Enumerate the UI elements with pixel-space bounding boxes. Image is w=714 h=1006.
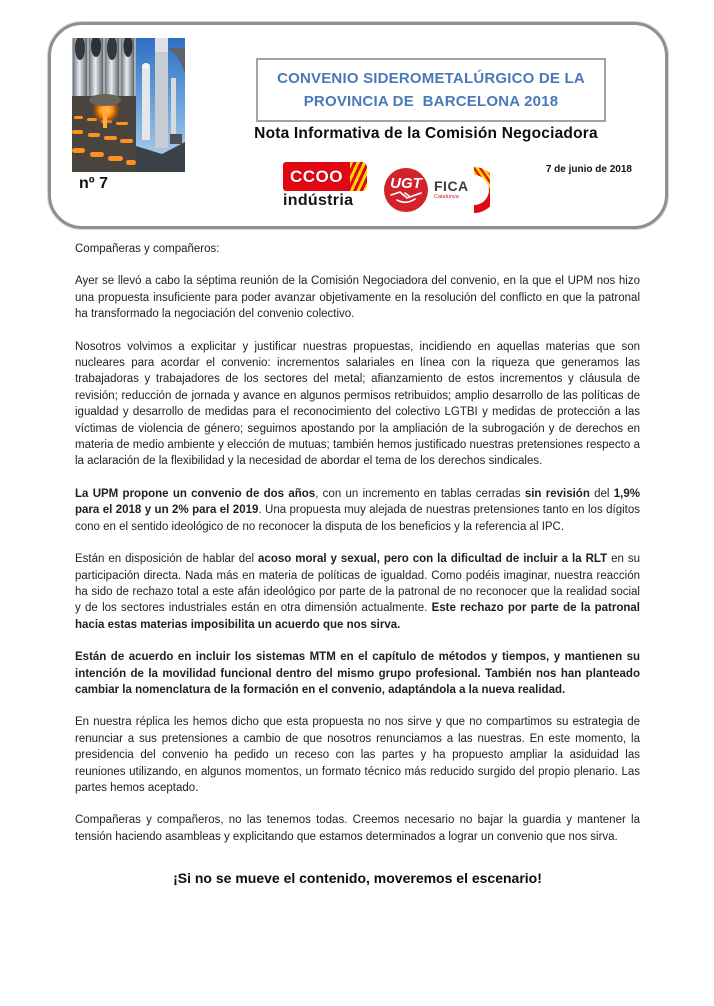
ccoo-industria-logo <box>283 162 375 210</box>
issue-number: nº 7 <box>79 175 108 192</box>
paragraph: Están de acuerdo en incluir los sistemas MTM en el capítulo de métodos y tiempos, y mantienen su intención de la movilidad funcional dentro del mismo grupo profesional. También nos han planteado cambiar la nomenclatura de la formación en el convenio, adaptándola a la nueva realidad. <box>75 651 640 696</box>
catalan-flag-icon <box>350 162 367 191</box>
paragraph: Están en disposición de hablar del acoso moral y sexual, pero con la dificultad de incluir a la RLT en su participación directa. Nada más en materia de políticas de igualdad. Como podéis imaginar, nuestra reacción ha sido de rechazo total a este afán ideológico por parte de la patronal de no reconocer que la realidad social y de los sectores industriales están en otra dimensión actualmente. Este rechazo por parte de la patronal hacia estas materias imposibilita un acuerdo que nos sirva. <box>75 553 640 631</box>
fica-label: FICA <box>434 178 469 195</box>
ugt-emblem-icon <box>383 167 429 213</box>
slogan: ¡Si no se mueve el contenido, moveremos el escenario! <box>173 870 542 887</box>
header-box <box>48 22 668 229</box>
steel-industry-image <box>72 38 185 172</box>
ccoo-wordmark <box>283 162 367 191</box>
paragraph: En nuestra réplica les hemos dicho que esta propuesta no nos sirve y que no compartimos su estrategia de renunciar a sus pretensiones a cambio de que nosotros renunciamos a las nuestras. En este momento, la presidencia del convenio ha pedido un receso con las partes y ha propuesto ampliar la asiduidad las reuniones utilizando, en algunos momentos, un formato técnico más reducido surgido del propio plenario. Las partes hemos aceptado. <box>75 716 640 794</box>
ugt-fica-logo <box>383 166 490 214</box>
paragraph: Ayer se llevó a cabo la séptima reunión de la Comisión Negociadora del convenio, en la que el UPM nos hizo una propuesta insuficiente para poder avanzar objetivamente en la resolución del conflicto en que la patronal ha transformado la negociación del convenio colectivo. <box>75 275 640 321</box>
catalunya-label: Catalunya <box>434 194 459 201</box>
paragraph: Nosotros volvimos a explicitar y justificar nuestras propuestas, incidiendo en aquellas materias que son nucleares para acordar el convenio: incrementos salariales en línea con la riqueza que generamos las trabajadoras y trabajadores de los sectores del metal; afianzamiento de estos incrementos y cláusula de revisión; reducción de jornada y avance en algunos permisos retribuidos; amplio desarrollo de las políticas de igualdad y desarrollo de medidas para el reconocimiento del colectivo LGTBI y medidas de protección a las víctimas de violencia de género; seguimos apostando por la ampliación de la subrogación y de derechos en materia de medio ambiente y elección de mutuas; también hemos justificado nuestras pretensiones respecto a la aclaración de la flexibilidad y la necesidad de abordar el tema de los derechos sindicales. <box>75 340 640 468</box>
date: 7 de junio de 2018 <box>545 164 632 175</box>
title-line1: CONVENIO SIDEROMETALÚRGICO DE LA <box>277 70 585 87</box>
ccoo-acronym: CCOO <box>283 162 350 191</box>
title-box <box>256 58 606 122</box>
title-line2: PROVINCIA DE BARCELONA 2018 <box>303 92 559 110</box>
ccoo-industria-label: indústria <box>283 192 354 209</box>
subtitle: Nota Informativa de la Comisión Negociadora <box>254 125 598 142</box>
flag-crescent-icon <box>474 166 490 214</box>
paragraph: Compañeras y compañeros, no las tenemos todas. Creemos necesario no bajar la guardia y mantener la tensión haciendo asambleas y explicitando que estamos determinados a lograr un convenio que nos sirva. <box>75 814 640 843</box>
svg-text:UGT: UGT <box>390 175 422 192</box>
paragraph: La UPM propone un convenio de dos años, con un incremento en tablas cerradas sin revisión del 1,9% para el 2018 y un 2% para el 2019. Una propuesta muy alejada de nuestras pretensiones tanto en los dígitos cono en el sentido ideológico de no reconocer la disputa de los beneficios y la referencia al IPC. <box>75 487 640 533</box>
industry-photo-collage <box>72 38 185 172</box>
paragraph: Compañeras y compañeros: <box>75 243 220 255</box>
body-text <box>75 241 640 887</box>
